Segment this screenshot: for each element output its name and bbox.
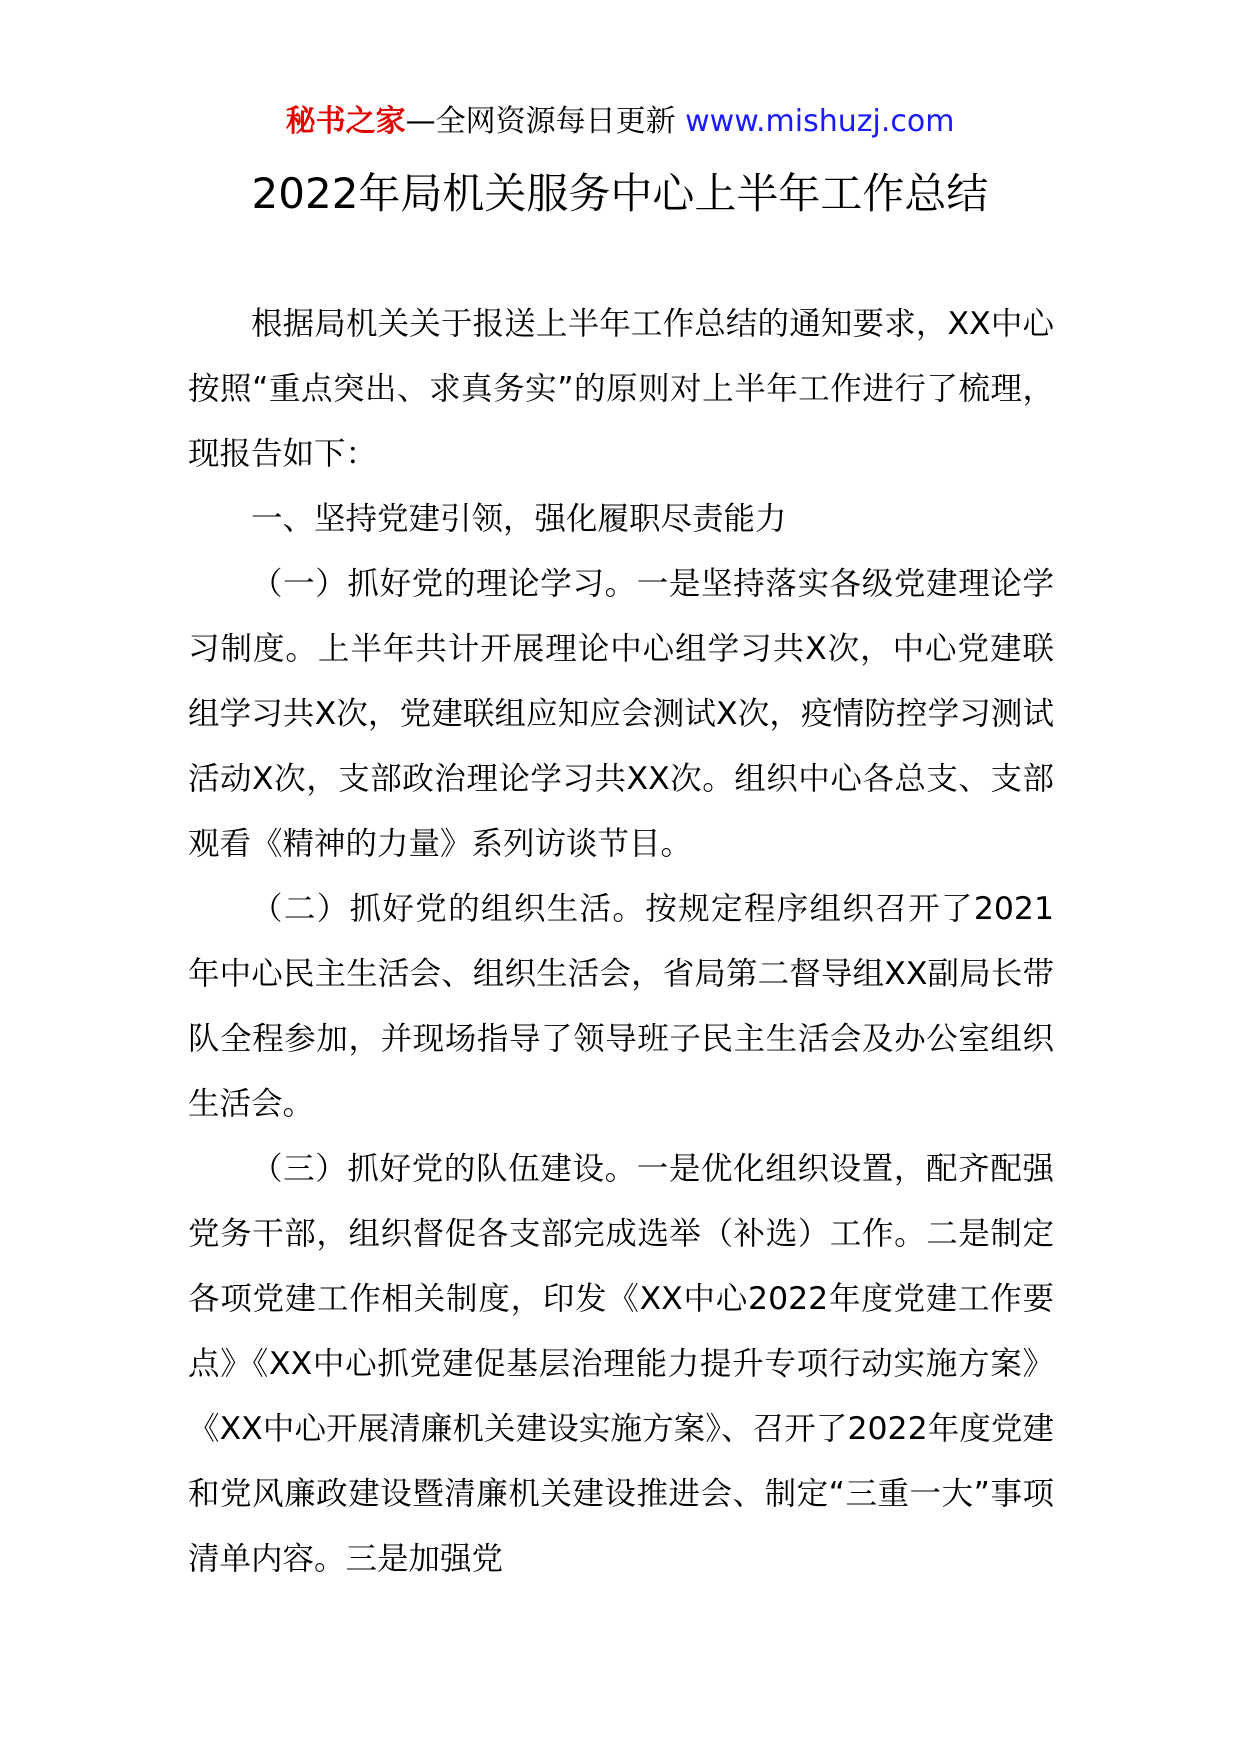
paragraph-intro: 根据局机关关于报送上半年工作总结的通知要求，XX中心按照“重点突出、求真务实”的原则对上半年工作进行了梳理，现报告如下： xyxy=(188,306,1054,472)
paragraph-team-building: （三）抓好党的队伍建设。一是优化组织设置，配齐配强党务干部，组织督促各支部完成选举（补选）工作。二是制定各项党建工作相关制度，印发《XX中心2022年度党建工作要点》《XX中心抓党建促基层治理能力提升专项行动实施方案》《XX中心开展清廉机关建设实施方案》、召开了2022年度党建和党风廉政建设暨清廉机关建设推进会、制定“三重一大”事项清单内容。三是加强党 xyxy=(188,1151,1054,1577)
document-body xyxy=(188,292,1054,1592)
document-title: 2022年局机关服务中心上半年工作总结 xyxy=(251,169,989,218)
site-banner xyxy=(0,100,1240,144)
site-url: www.mishuzj.com xyxy=(685,104,955,139)
banner-tagline: —全网资源每日更新 xyxy=(405,104,686,139)
paragraph-theory-study: （一）抓好党的理论学习。一是坚持落实各级党建理论学习制度。上半年共计开展理论中心组学习共X次，中心党建联组学习共X次，党建联组应知应会测试X次，疫情防控学习测试活动X次，支部政治理论学习共XX次。组织中心各总支、支部观看《精神的力量》系列访谈节目。 xyxy=(188,566,1054,862)
brand-name: 秘书之家 xyxy=(285,104,406,139)
section-heading-1: 一、坚持党建引领，强化履职尽责能力 xyxy=(251,501,787,537)
paragraph-organization-life: （二）抓好党的组织生活。按规定程序组织召开了2021年中心民主生活会、组织生活会，省局第二督导组XX副局长带队全程参加，并现场指导了领导班子民主生活会及办公室组织生活会。 xyxy=(188,891,1054,1122)
